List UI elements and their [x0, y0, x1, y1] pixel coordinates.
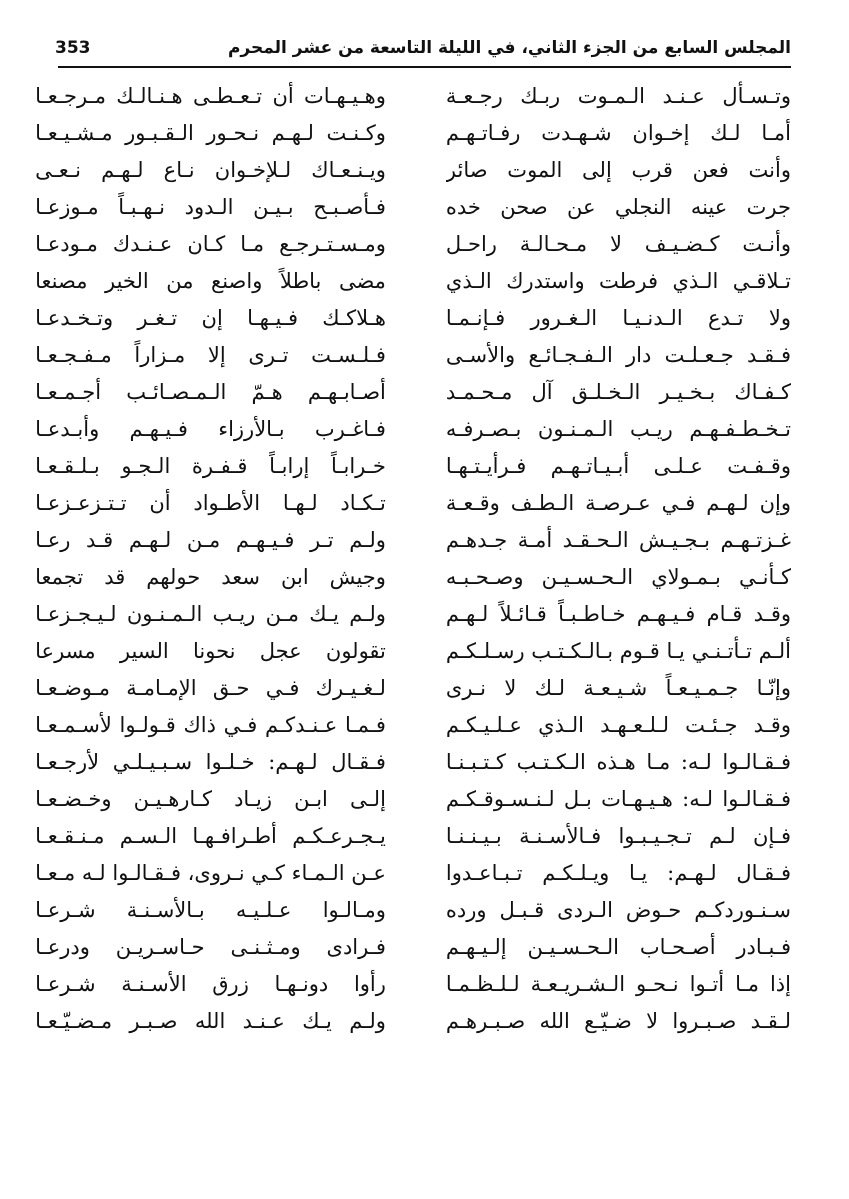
verse-line: وإنّـا جـمـيـعـاً شـيـعـة لـك لا نـرى: [445, 676, 791, 700]
verse-line: ألـم تـأتـنـي يـا قـوم بـالـكـتـب رسـلـكـم: [445, 639, 791, 663]
header-rule: [58, 66, 791, 68]
verse-line: كـأنـي بـمـولاي الـحـسـيـن وصـحـبـه: [445, 565, 791, 589]
verse-line: فـلـسـت تـرى إلا مـزاراً مـفـجـعـا: [35, 343, 386, 367]
verse-line: كـفـاك بـخـيـر الـخـلـق آل مـحـمـد: [445, 380, 791, 404]
verse-line: أصـابـهـم هـمّ الـمـصـائـب أجـمـعـا: [35, 380, 386, 404]
verse-line: يـجـرعـكـم أطـرافـهـا الـسـم مـنـقـعـا: [35, 824, 386, 848]
verse-line: وأنت فعن قرب إلى الموت صائر: [445, 158, 791, 182]
poem-right-column: [446, 78, 791, 1040]
verse-line: ولـم يـك مـن ريـب الـمـنـون لـيـجـزعـا: [35, 602, 386, 626]
verse-line: وإن لـهـم فـي عـرصـة الـطـف وقـعـة: [445, 491, 791, 515]
verse-line: وجيش ابن سعد حولهم قد تجمعا: [35, 565, 386, 589]
verse-line: مضى باطلاً واصنع من الخير مصنعا: [35, 269, 386, 293]
verse-line: فـإن لـم تـجـيـبـوا فـالأسـنـة بـيـنـنـا: [445, 824, 791, 848]
verse-line: وأنـت كـضـيـف لا مـحـالـة راحـل: [445, 232, 791, 256]
verse-line: تقولون عجل نحونا السير مسرعا: [35, 639, 386, 663]
verse-line: فـقـالـوا لـه: هـيـهـات بـل لـنـسـوقـكـم: [445, 787, 791, 811]
verse-line: جرت عينه النجلي عن صحن خده: [445, 195, 791, 219]
verse-line: تـكـاد لـهـا الأطـواد أن تـتـزعـزعـا: [35, 491, 386, 515]
verse-line: فـأصـبـح بـيـن الـدود نـهـبـاً مـوزعـا: [35, 195, 386, 219]
verse-line: ولـم يـك عـنـد الله صـبـر مـضـيّـعـا: [35, 1009, 386, 1033]
verse-line: وقـد قـام فـيـهـم خـاطـبـاً قـائـلاً لـهـم: [445, 602, 791, 626]
verse-line: فـمـا عـنـدكـم فـي ذاك قـولـوا لأسـمـعـا: [35, 713, 386, 737]
verse-line: لـغـيـرك فـي حـق الإمـامـة مـوضـعـا: [35, 676, 386, 700]
verse-line: ومـالـوا عـلـيـه بـالأسـنـة شـرعـا: [35, 898, 386, 922]
verse-line: غـزتـهـم بـجـيـش الـحـقـد أمـة جـدهـم: [445, 528, 791, 552]
verse-line: فـبـادر أصـحـاب الـحـسـيـن إلـيـهـم: [445, 935, 791, 959]
verse-line: فـقـال لـهـم: خـلـوا سـبـيـلـي لأرجـعـا: [35, 750, 386, 774]
verse-line: وكـنـت لـهـم نـحـور الـقـبـور مـشـيـعـا: [35, 121, 386, 145]
verse-line: ولـم تـر فـيـهـم مـن لـهـم قـد رعـا: [35, 528, 386, 552]
verse-line: ويـنـعـاك لـلإخـوان نـاع لـهـم نـعـى: [35, 158, 386, 182]
verse-line: تـلاقـي الـذي فرطت واستدرك الـذي: [445, 269, 791, 293]
verse-line: خـرابـاً إرابـاً قـفـرة الـجـو بـلـقـعـا: [35, 454, 386, 478]
running-header: [55, 30, 791, 66]
verse-line: ولا تـدع الـدنـيـا الـغـرور فـإنـمـا: [445, 306, 791, 330]
verse-line: فـاغـرب بـالأرزاء فـيـهـم وأبـدعـا: [35, 417, 386, 441]
verse-line: رأوا دونـهـا زرق الأسـنـة شـرعـا: [35, 972, 386, 996]
verse-line: فـقـد جـعـلـت دار الـفـجـائـع والأسـى: [445, 343, 791, 367]
poem-body: [35, 78, 791, 1040]
poem-left-column: [35, 78, 386, 1040]
verse-line: فـرادى ومـثـنـى حـاسـريـن ودرعـا: [35, 935, 386, 959]
verse-line: ومـسـتـرجـع مـا كـان عـنـدك مـودعـا: [35, 232, 386, 256]
verse-line: وقـد جـئـت لـلـعـهـد الـذي عـلـيـكـم: [445, 713, 791, 737]
page-number: 353: [55, 38, 91, 58]
verse-line: هـلاكـك فـيـهـا إن تـغـر وتـخـدعـا: [35, 306, 386, 330]
verse-line: إذا مـا أتـوا نـحـو الـشـريـعـة لـلـظـمـا: [445, 972, 791, 996]
verse-line: سـنـوردكـم حـوض الـردى قـبـل ورده: [445, 898, 791, 922]
verse-line: وتـسـأل عـنـد الـمـوت ربـك رجـعـة: [445, 84, 791, 108]
verse-line: تـخـطـفـهـم ريـب الـمـنـون بـصـرفـه: [445, 417, 791, 441]
header-title: المجلس السابع من الجزء الثاني، في الليلة التاسعة من عشر المحرم: [227, 38, 791, 58]
verse-line: وقـفـت عـلـى أبـيـاتـهـم فـرأيـتـهـا: [445, 454, 791, 478]
verse-line: أمـا لـك إخـوان شـهـدت رفـاتـهـم: [445, 121, 791, 145]
verse-line: لـقـد صـبـروا لا ضـيّـع الله صـبـرهـم: [445, 1009, 791, 1033]
verse-line: فـقـال لـهـم: يـا ويـلـكـم تـبـاعـدوا: [445, 861, 791, 885]
verse-line: وهـيـهـات أن تـعـطـى هـنـالـك مـرجـعـا: [35, 84, 386, 108]
verse-line: فـقـالـوا لـه: مـا هـذه الـكـتـب كـتـبـنـا: [445, 750, 791, 774]
verse-line: إلـى ابـن زيـاد كـارهـيـن وخـضـعـا: [35, 787, 386, 811]
verse-line: عـن الـمـاء كـي نـروى، فـقـالـوا لـه مـعـا: [35, 861, 386, 885]
